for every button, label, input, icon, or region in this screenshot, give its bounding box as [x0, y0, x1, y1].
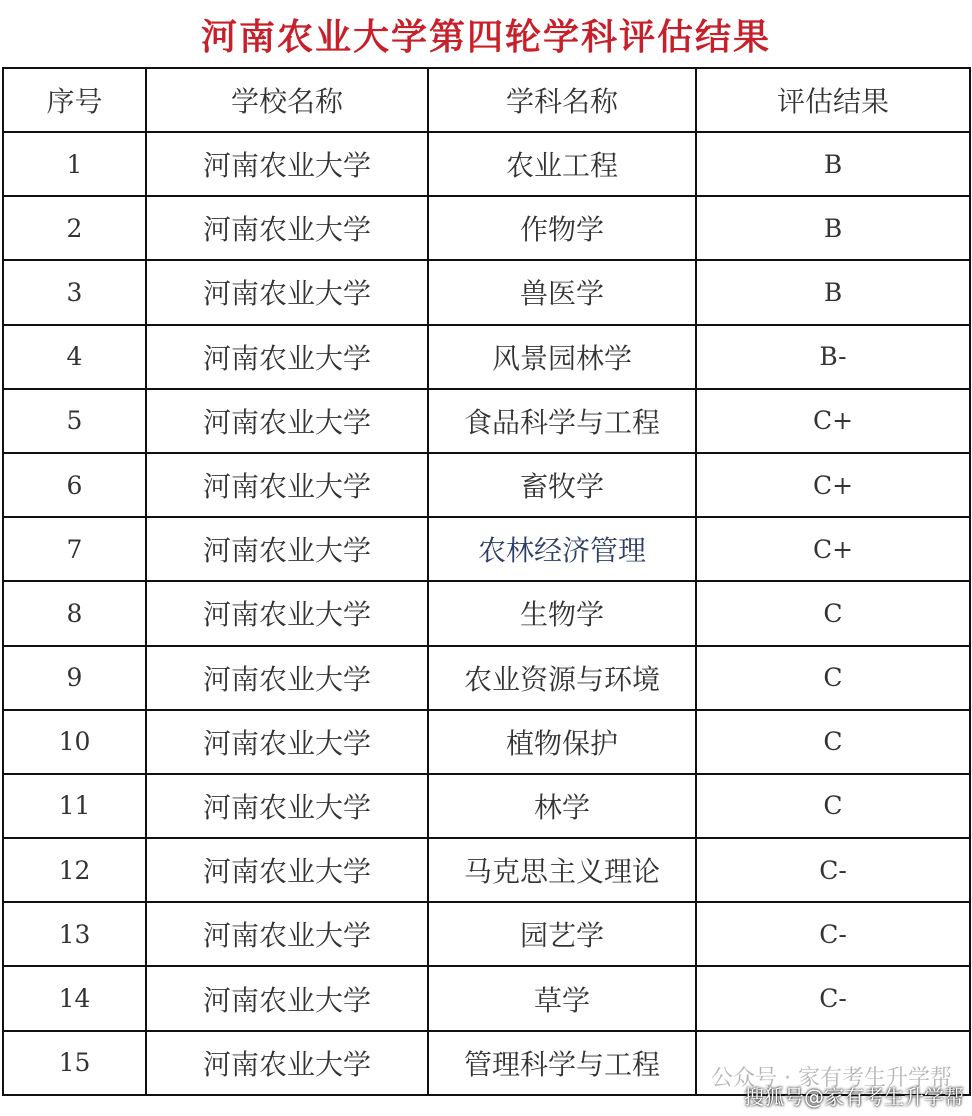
- cell-subject: 管理科学与工程: [428, 1031, 696, 1095]
- table-row: [3, 132, 970, 196]
- table-row: [3, 325, 970, 389]
- cell-school: 河南农业大学: [146, 838, 428, 902]
- cell-no: 2: [3, 196, 146, 260]
- header-result: 评估结果: [696, 68, 970, 132]
- table-header-row: [3, 68, 970, 132]
- table-row: [3, 710, 970, 774]
- table-row: [3, 581, 970, 645]
- cell-no: 8: [3, 581, 146, 645]
- cell-no: 6: [3, 453, 146, 517]
- page-title: 河南农业大学第四轮学科评估结果: [200, 15, 771, 58]
- cell-no: 14: [3, 966, 146, 1030]
- cell-result: B: [696, 196, 970, 260]
- cell-school: 河南农业大学: [146, 902, 428, 966]
- cell-school: 河南农业大学: [146, 132, 428, 196]
- cell-no: 9: [3, 646, 146, 710]
- cell-no: 15: [3, 1031, 146, 1095]
- cell-result: B-: [696, 325, 970, 389]
- cell-school: 河南农业大学: [146, 325, 428, 389]
- cell-subject: 农业工程: [428, 132, 696, 196]
- cell-result: C: [696, 581, 970, 645]
- table-row: [3, 966, 970, 1030]
- cell-subject: 兽医学: [428, 260, 696, 324]
- header-no: 序号: [3, 68, 146, 132]
- cell-result: C: [696, 710, 970, 774]
- cell-school: 河南农业大学: [146, 581, 428, 645]
- evaluation-table: [2, 67, 971, 1096]
- watermark: 搜狐号@家有考生升学帮: [744, 1085, 964, 1109]
- cell-subject: 草学: [428, 966, 696, 1030]
- cell-result: C+: [696, 389, 970, 453]
- cell-subject: 食品科学与工程: [428, 389, 696, 453]
- cell-result: C-: [696, 902, 970, 966]
- cell-result: C-: [696, 838, 970, 902]
- cell-no: 12: [3, 838, 146, 902]
- cell-subject: 林学: [428, 774, 696, 838]
- cell-subject: 农林经济管理: [428, 517, 696, 581]
- cell-no: 1: [3, 132, 146, 196]
- cell-subject: 园艺学: [428, 902, 696, 966]
- table-row: [3, 453, 970, 517]
- cell-subject: 畜牧学: [428, 453, 696, 517]
- cell-no: 4: [3, 325, 146, 389]
- cell-school: 河南农业大学: [146, 966, 428, 1030]
- cell-subject: 生物学: [428, 581, 696, 645]
- cell-subject: 作物学: [428, 196, 696, 260]
- cell-no: 13: [3, 902, 146, 966]
- cell-result: B: [696, 260, 970, 324]
- header-subject: 学科名称: [428, 68, 696, 132]
- cell-subject: 风景园林学: [428, 325, 696, 389]
- table-row: [3, 389, 970, 453]
- cell-subject: 马克思主义理论: [428, 838, 696, 902]
- cell-school: 河南农业大学: [146, 453, 428, 517]
- cell-no: 5: [3, 389, 146, 453]
- cell-no: 3: [3, 260, 146, 324]
- cell-school: 河南农业大学: [146, 710, 428, 774]
- cell-result: C-: [696, 966, 970, 1030]
- table-row: [3, 517, 970, 581]
- cell-result: C+: [696, 517, 970, 581]
- cell-school: 河南农业大学: [146, 774, 428, 838]
- cell-school: 河南农业大学: [146, 1031, 428, 1095]
- table-row: [3, 646, 970, 710]
- table-row: [3, 902, 970, 966]
- table-row: [3, 774, 970, 838]
- cell-subject: 农业资源与环境: [428, 646, 696, 710]
- cell-result: C: [696, 646, 970, 710]
- cell-school: 河南农业大学: [146, 196, 428, 260]
- cell-no: 10: [3, 710, 146, 774]
- cell-school: 河南农业大学: [146, 517, 428, 581]
- cell-no: 7: [3, 517, 146, 581]
- cell-subject: 植物保护: [428, 710, 696, 774]
- table-row: [3, 196, 970, 260]
- watermark-faint: 公众号 · 家有考生升学帮: [711, 1066, 952, 1091]
- cell-result: B: [696, 132, 970, 196]
- cell-school: 河南农业大学: [146, 389, 428, 453]
- cell-result: C: [696, 774, 970, 838]
- table-row: [3, 838, 970, 902]
- header-school: 学校名称: [146, 68, 428, 132]
- cell-school: 河南农业大学: [146, 646, 428, 710]
- cell-no: 11: [3, 774, 146, 838]
- cell-school: 河南农业大学: [146, 260, 428, 324]
- table-row: [3, 260, 970, 324]
- cell-result: C+: [696, 453, 970, 517]
